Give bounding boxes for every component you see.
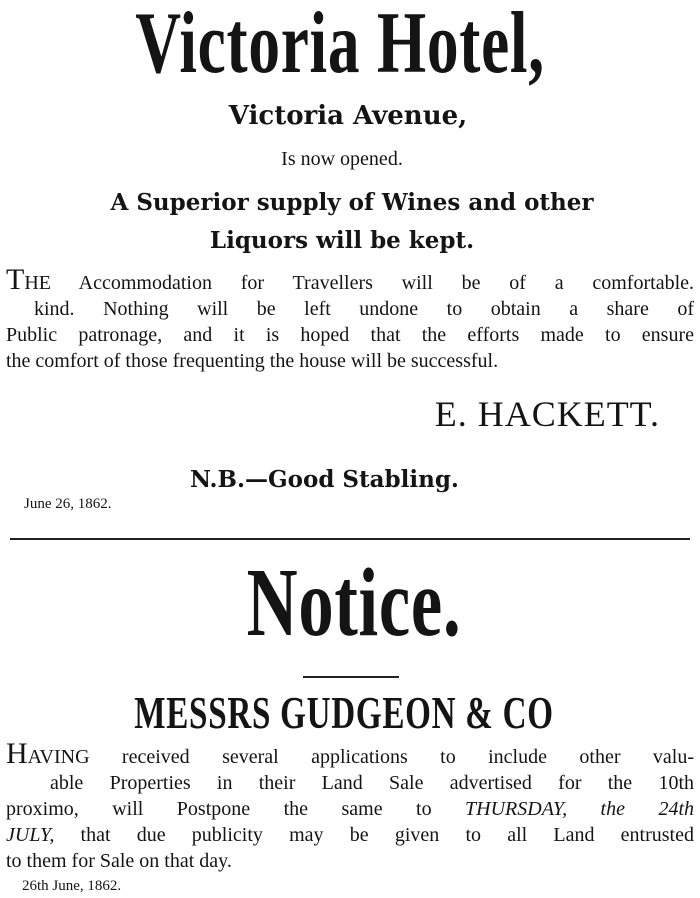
notice-body-line4-italic: JULY, [6, 824, 55, 846]
notice-body-line3-italic: THURSDAY, the 24th [465, 798, 694, 820]
notice-body-line2: able Properties in their Land Sale advertised for the 10th [50, 772, 694, 794]
hotel-body [6, 263, 694, 374]
hotel-date: June 26, 1862. [24, 496, 112, 512]
notice-title-rule [303, 676, 399, 678]
notice-title: Notice. [246, 549, 462, 657]
notice-firm: MESSRS GUDGEON & CO [134, 687, 554, 738]
hotel-supply-line1: A Superior supply of Wines and other [110, 189, 594, 216]
notice-body-line4-text: that due publicity may be given to all Land entrusted [54, 824, 694, 846]
notice-body-line1: AVING received several applications to include other valu- [27, 746, 694, 768]
notice-body-line3 [6, 796, 694, 822]
notice-body-line4 [6, 822, 694, 848]
hotel-supply-line2: Liquors will be kept. [209, 227, 475, 254]
notice-date: 26th June, 1862. [22, 878, 122, 894]
hotel-address: Victoria Avenue, [228, 101, 468, 131]
hotel-dropcap: T [6, 263, 25, 296]
notice-body [6, 737, 694, 874]
section-divider [10, 538, 690, 540]
hotel-body-line4: the comfort of those frequenting the house will be successful. [6, 350, 499, 372]
hotel-nb: N.B.—Good Stabling. [190, 466, 459, 493]
hotel-body-line2: kind. Nothing will be left undone to obtain a share of [34, 298, 694, 320]
notice-dropcap: H [6, 737, 28, 770]
notice-body-line5: to them for Sale on that day. [6, 850, 232, 872]
hotel-title: Victoria Hotel, [135, 0, 545, 92]
hotel-signature: E. HACKETT. [434, 394, 660, 434]
hotel-status: Is now opened. [281, 148, 403, 170]
hotel-body-line1: HE Accommodation for Travellers will be of a comfortable. [24, 272, 694, 294]
hotel-body-line3: Public patronage, and it is hoped that the efforts made to ensure [6, 324, 694, 346]
notice-body-line3-text: proximo, will Postpone the same to [6, 798, 466, 820]
